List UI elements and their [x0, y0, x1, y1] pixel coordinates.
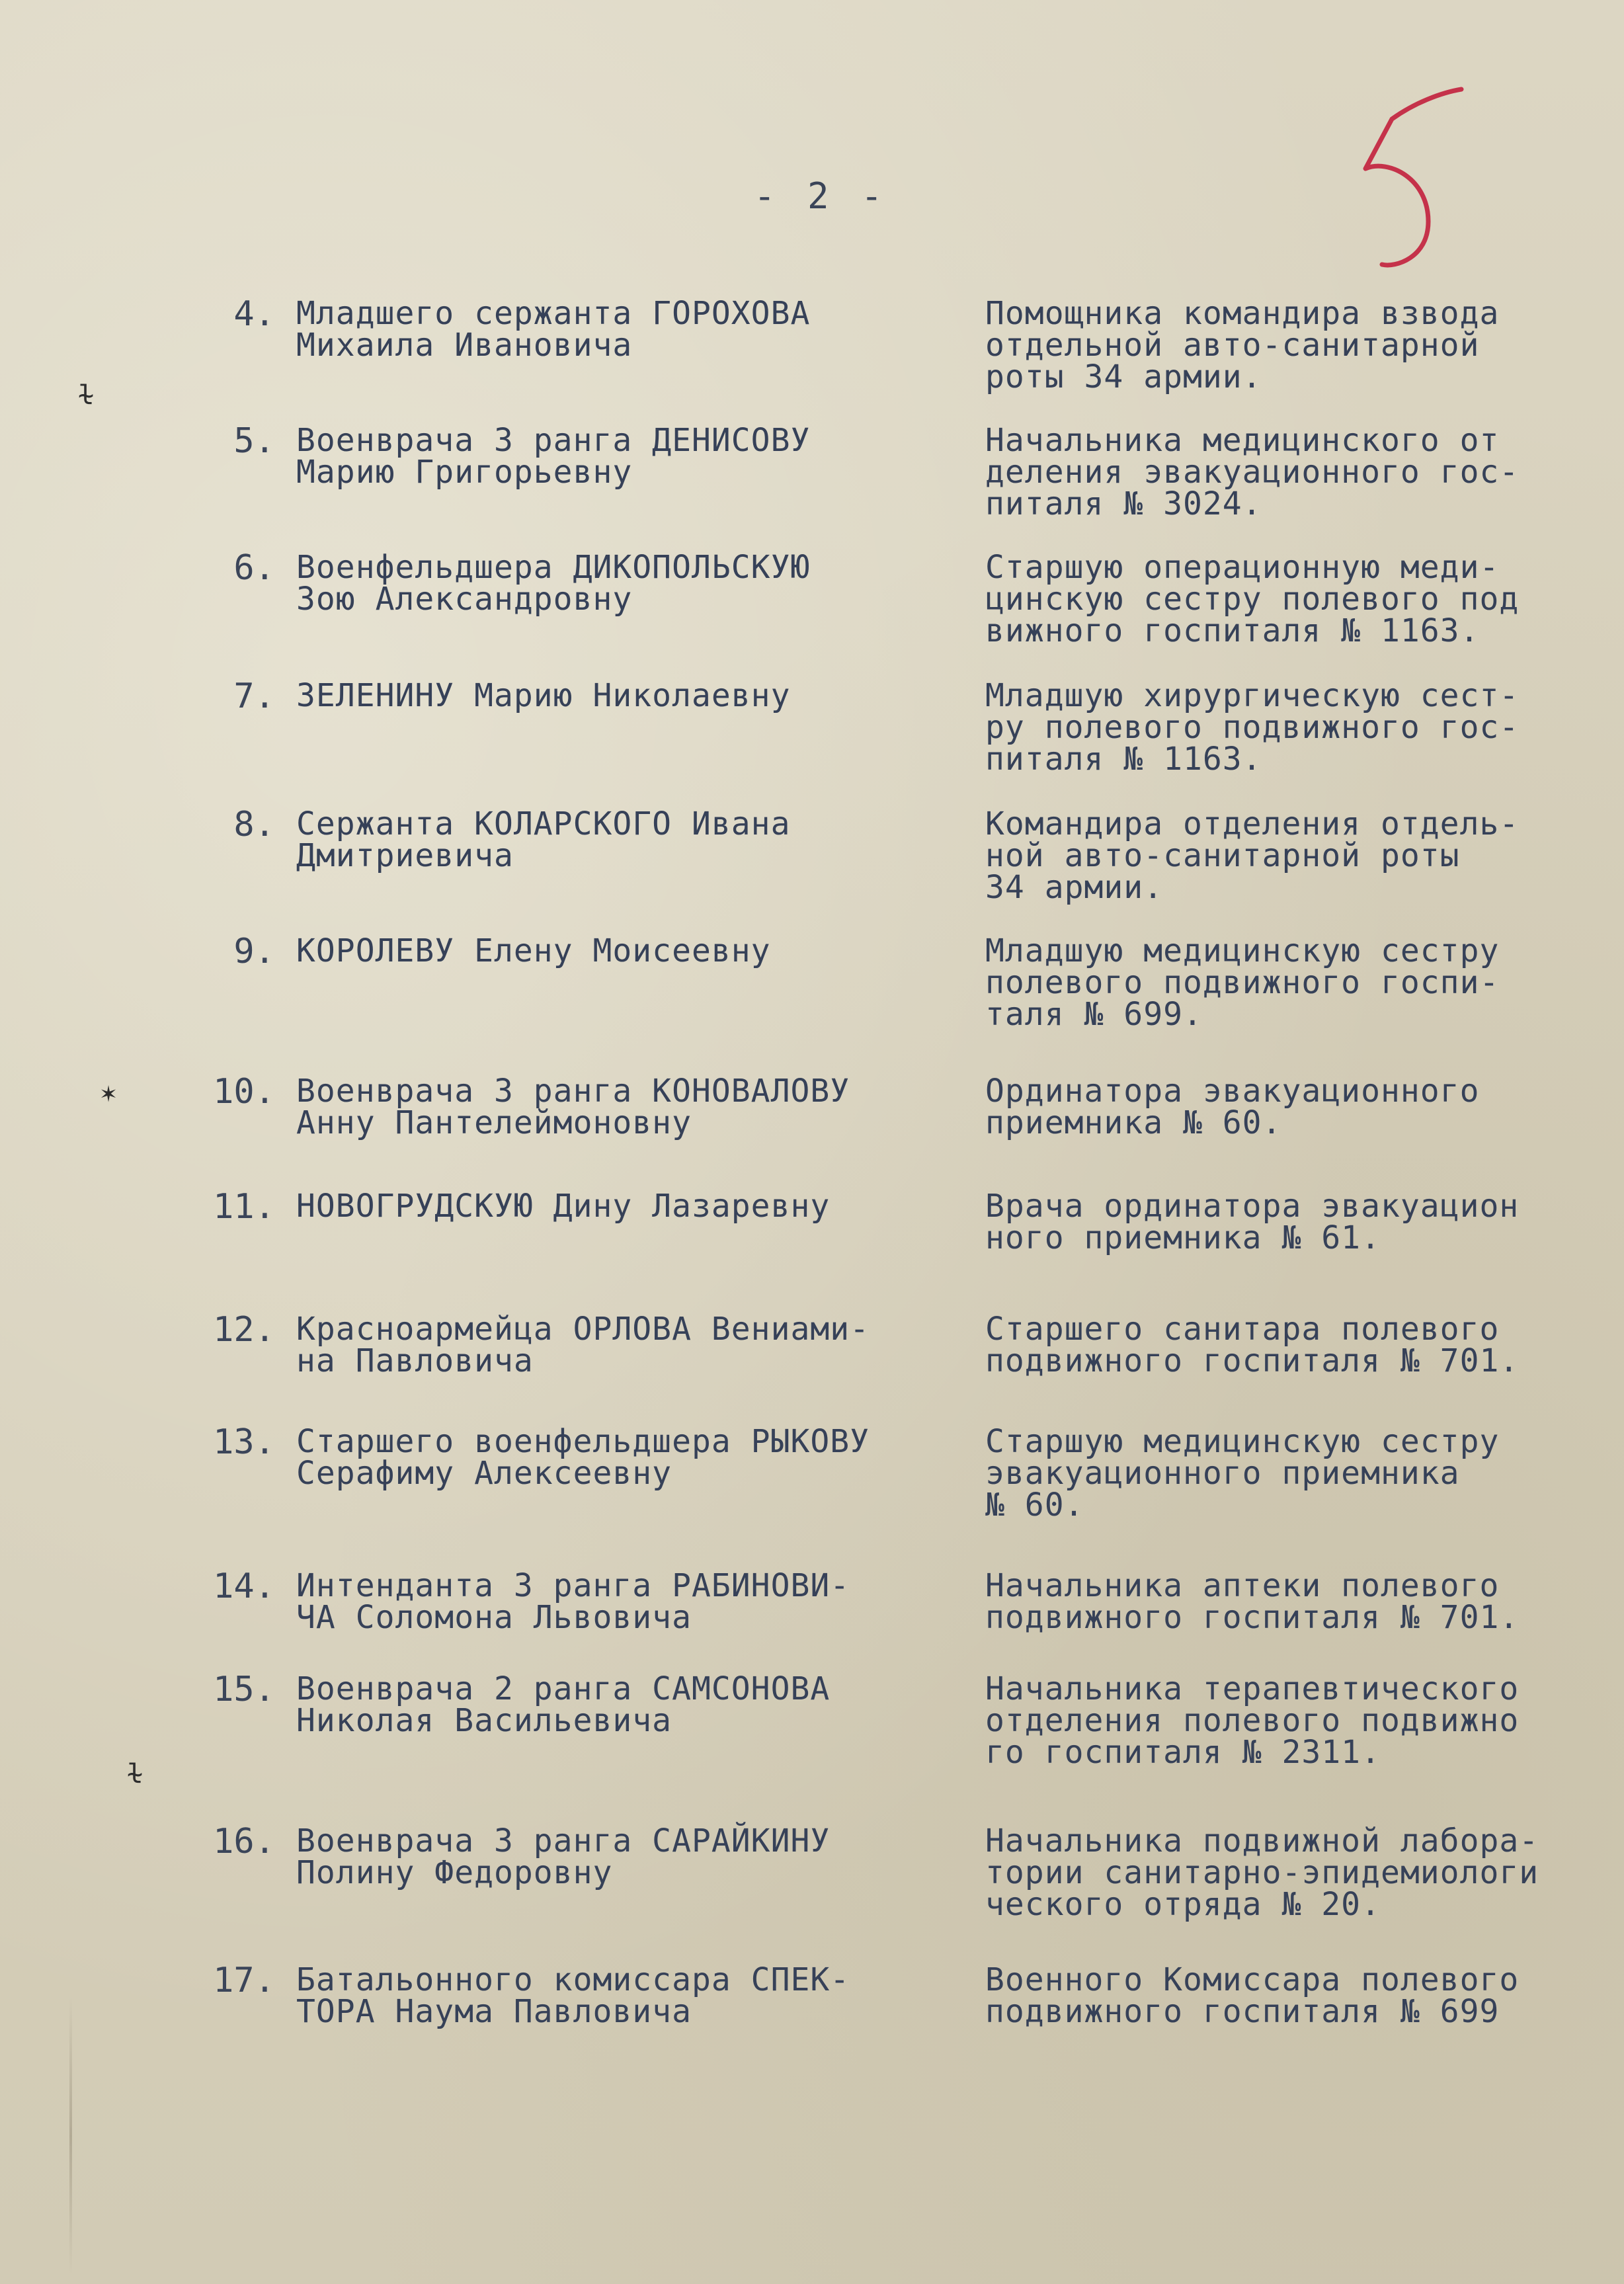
- position-title: Старшего санитара полевого подвижного госпиталя № 701.: [985, 1311, 1520, 1379]
- person-name: Старшего военфельдшера РЫКОВУ Серафиму Алексеевну: [296, 1423, 870, 1492]
- entry-number: 16.: [213, 1822, 275, 1861]
- person-name: Военврача 3 ранга САРАЙКИНУ Полину Федоровну: [296, 1822, 831, 1891]
- position-title: Начальника терапевтического отделения полевого подвижно го госпиталя № 2311.: [985, 1670, 1520, 1771]
- entry-number: 4.: [233, 294, 275, 334]
- margin-mark: ɫ: [127, 1759, 143, 1789]
- person-name: Красноармейца ОРЛОВА Вениами- на Павловича: [296, 1311, 870, 1379]
- person-name: Младшего сержанта ГОРОХОВА Михаила Ивановича: [296, 295, 811, 364]
- entry-number: 14.: [213, 1567, 275, 1606]
- entry-number: 11.: [213, 1187, 275, 1227]
- page-number: - 2 -: [754, 175, 888, 217]
- position-title: Военного Комиссара полевого подвижного госпиталя № 699: [985, 1961, 1520, 2030]
- position-title: Помощника командира взвода отдельной авто-санитарной роты 34 армии.: [985, 295, 1500, 395]
- entry-number: 17.: [213, 1961, 275, 2000]
- entry-number: 7.: [233, 676, 275, 716]
- entry-number: 12.: [213, 1310, 275, 1350]
- person-name: ЗЕЛЕНИНУ Марию Николаевну: [296, 677, 791, 714]
- position-title: Старшую операционную меди- цинскую сестру полевого под вижного госпиталя № 1163.: [985, 549, 1520, 649]
- person-name: Военфельдшера ДИКОПОЛЬСКУЮ Зою Александровну: [296, 549, 811, 618]
- position-title: Начальника медицинского от деления эвакуационного гос- питаля № 3024.: [985, 422, 1520, 522]
- person-name: КОРОЛЕВУ Елену Моисеевну: [296, 932, 771, 969]
- position-title: Командира отделения отдель- ной авто-санитарной роты 34 армии.: [985, 805, 1520, 906]
- entry-number: 10.: [213, 1072, 275, 1112]
- entry-number: 13.: [213, 1422, 275, 1462]
- entry-number: 8.: [233, 805, 275, 844]
- entry-number: 9.: [233, 932, 275, 971]
- margin-mark: ✶: [101, 1078, 117, 1108]
- entry-number: 5.: [233, 421, 275, 461]
- position-title: Начальника подвижной лабора- тории санитарно-эпидемиологи ческого отряда № 20.: [985, 1822, 1539, 1923]
- person-name: НОВОГРУДСКУЮ Дину Лазаревну: [296, 1188, 831, 1225]
- position-title: Старшую медицинскую сестру эвакуационного приемника № 60.: [985, 1423, 1500, 1524]
- margin-mark: ɫ: [78, 380, 95, 411]
- position-title: Ординатора эвакуационного приемника № 60.: [985, 1073, 1480, 1141]
- person-name: Военврача 3 ранга ДЕНИСОВУ Марию Григорьевну: [296, 422, 811, 491]
- person-name: Батальонного комиссара СПЕК- ТОРА Наума Павловича: [296, 1961, 850, 2030]
- position-title: Начальника аптеки полевого подвижного госпиталя № 701.: [985, 1567, 1520, 1636]
- person-name: Интенданта 3 ранга РАБИНОВИ- ЧА Соломона Львовича: [296, 1567, 850, 1636]
- person-name: Военврача 2 ранга САМСОНОВА Николая Васильевича: [296, 1670, 831, 1739]
- position-title: Врача ординатора эвакуацион ного приемника № 61.: [985, 1188, 1520, 1256]
- position-title: Младшую медицинскую сестру полевого подвижного госпи- таля № 699.: [985, 932, 1500, 1033]
- person-name: Сержанта КОЛАРСКОГО Ивана Дмитриевича: [296, 805, 791, 874]
- person-name: Военврача 3 ранга КОНОВАЛОВУ Анну Пантелеймоновну: [296, 1073, 850, 1141]
- entry-number: 15.: [213, 1670, 275, 1709]
- entry-number: 6.: [233, 548, 275, 588]
- position-title: Младшую хирургическую сест- ру полевого подвижного гос- питаля № 1163.: [985, 677, 1520, 778]
